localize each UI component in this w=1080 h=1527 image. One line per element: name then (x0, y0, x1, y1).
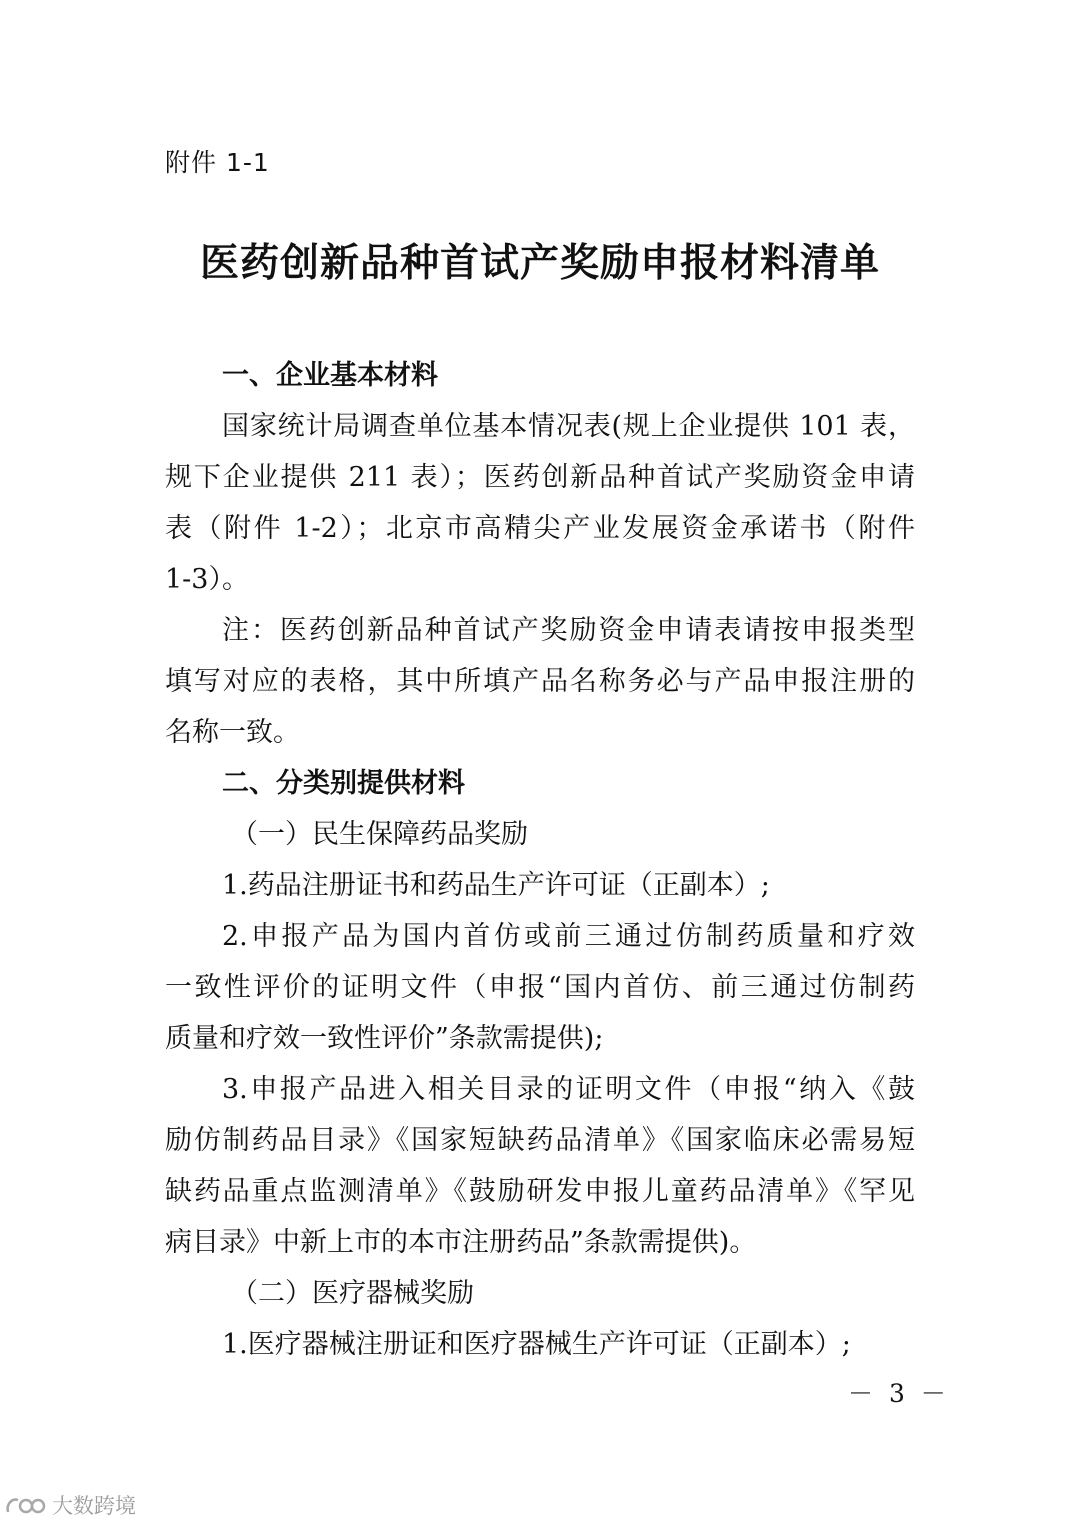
list-item-continued: 病目录》中新上市的本市注册药品”条款需提供)。 (165, 1227, 757, 1258)
page-number: － 3 － (848, 1379, 950, 1408)
list-item: 1.药品注册证书和药品生产许可证（正副本）; (222, 870, 770, 901)
paragraph-line: 规下企业提供 211 表）；医药创新品种首试产奖励资金申请 (165, 462, 915, 493)
list-item-continued: 一致性评价的证明文件（申报“国内首仿、前三通过仿制药 (165, 972, 915, 1003)
paragraph-line: 国家统计局调查单位基本情况表(规上企业提供 101 表， (222, 411, 915, 442)
watermark-text: 大数跨境 (52, 1494, 136, 1518)
brand-logo-icon (4, 1494, 46, 1516)
section-heading-2: 二、分类别提供材料 (222, 768, 465, 799)
list-item: 1.医疗器械注册证和医疗器械生产许可证（正副本）; (222, 1329, 851, 1360)
list-item-continued: 缺药品重点监测清单》《鼓励研发申报儿童药品清单》《罕见 (165, 1176, 915, 1207)
watermark (4, 1490, 136, 1520)
list-item-continued: 质量和疗效一致性评价”条款需提供); (165, 1023, 604, 1054)
section-heading-1: 一、企业基本材料 (222, 360, 438, 391)
attachment-label: 附件 1-1 (165, 148, 270, 177)
subsection-heading-1: （一）民生保障药品奖励 (231, 819, 528, 850)
list-item: 3.申报产品进入相关目录的证明文件（申报“纳入《鼓 (222, 1074, 915, 1105)
paragraph-line: 1-3）。 (165, 564, 249, 595)
document-body (165, 350, 915, 1370)
document-title: 医药创新品种首试产奖励申报材料清单 (199, 241, 880, 286)
paragraph-line: 表（附件 1-2）；北京市高精尖产业发展资金承诺书（附件 (165, 513, 915, 544)
subsection-heading-2: （二）医疗器械奖励 (231, 1278, 474, 1309)
list-item-continued: 励仿制药品目录》《国家短缺药品清单》《国家临床必需易短 (165, 1125, 915, 1156)
note-line: 名称一致。 (165, 717, 300, 748)
note-line: 填写对应的表格，其中所填产品名称务必与产品申报注册的 (165, 666, 915, 697)
list-item: 2.申报产品为国内首仿或前三通过仿制药质量和疗效 (222, 921, 915, 952)
note-line: 注：医药创新品种首试产奖励资金申请表请按申报类型 (222, 615, 915, 646)
